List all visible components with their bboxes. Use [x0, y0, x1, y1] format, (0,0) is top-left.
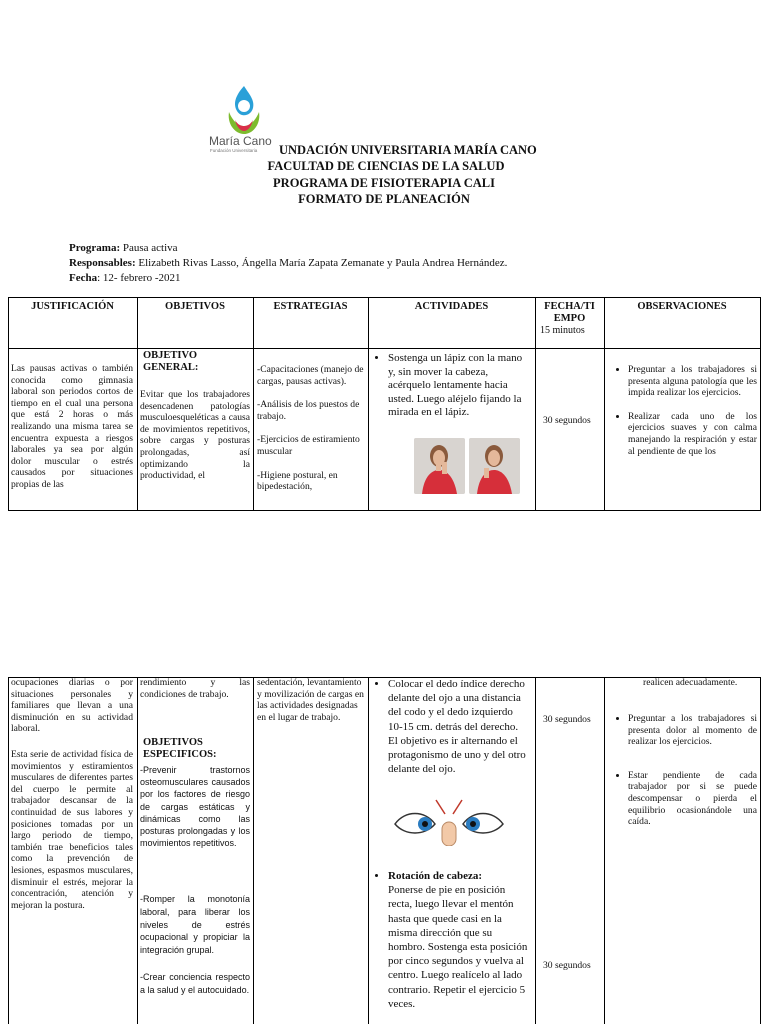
observacion-item: • Realizar cada uno de los ejercicios suaves y con calma manejando la respiración y estar al pendiente de que los: [628, 411, 757, 457]
objetivo-general-text: Evitar que los trabajadores desencadenen patologías musculoesqueléticas a causa de movimientos repetitivos, sobre cargas y posturas prolongadas, así optimizando la productividad, el: [140, 389, 250, 482]
responsables-value: Elizabeth Rivas Lasso, Ángella María Zapata Zemanate y Paula Andrea Hernández.: [135, 257, 508, 269]
actividad-1: [388, 352, 530, 420]
justificacion-text: Las pausas activas o también conocida como gimnasia laboral son periodos cortos de tiempo en el cual una persona que está 2 horas o más realizando una misma tarea se encuentra expuesta a riesgos laborales ya sea por algún dolor muscular o estrés causados por situaciones propias de las: [11, 363, 133, 490]
estrategia-item: -Capacitaciones (manejo de cargas, pausas activas).: [257, 364, 364, 387]
header-line-4: FORMATO DE PLANEACIÓN: [298, 192, 470, 206]
tiempo-3: 30 segundos: [543, 960, 591, 971]
header-objetivos: OBJETIVOS: [165, 301, 225, 312]
logo-text: María Cano: [209, 134, 272, 148]
responsables-label: Responsables:: [69, 257, 136, 269]
observacion-item: • Estar pendiente de cada trabajador por si se puede descompensar o pierda el equilibrio ocasionándole una caída.: [628, 770, 757, 828]
actividad-lapiz: • Sostenga un lápiz con la mano y, sin mover la cabeza, acérquelo lentamente hacia usted. Luego aléjelo fijando la mirada en el lápiz.: [388, 352, 530, 420]
objetivo-especifico-3: -Crear conciencia respecto a la salud y el autocuidado.: [140, 972, 250, 995]
header-estrategias: ESTRATEGIAS: [273, 301, 348, 312]
header-fecha-tiempo: [535, 301, 604, 325]
programa-row: [69, 242, 178, 254]
observacion-item: • Preguntar a los trabajadores si presenta dolor al momento de realizar los ejercicios.: [628, 713, 757, 748]
tiempo-2: 30 segundos: [543, 714, 591, 725]
justificacion-cont-1: ocupaciones diarias o por situaciones personales y familiares que llevan a una disminución en su actividad laboral.: [11, 677, 133, 735]
actividades-list-2: [388, 677, 530, 776]
objetivos-especificos-title: OBJETIVOS ESPECIFICOS:: [143, 737, 217, 760]
estrategias-cont: sedentación, levantamiento y movilización de cargas en las actividades designadas en el lugar de trabajo.: [257, 677, 364, 723]
justificacion-cont-2: Esta serie de actividad física de movimientos y estiramientos musculares de diferentes partes del cuerpo le permite al trabajador descansar de la continuidad de sus labores y posiciones tomadas por un largo periodo de tiempo, también trae beneficios tales como la prevención de lesiones, espasmos musculares, disminuir el estrés, mejorar la concentración, atención y mejoran la postura.: [11, 749, 133, 911]
header-justificacion: JUSTIFICACIÓN: [31, 301, 114, 312]
objetivo-general-title: OBJETIVO GENERAL:: [143, 350, 199, 373]
estrategia-item: -Análisis de los puestos de trabajo.: [257, 399, 360, 422]
header-fecha-sub: 15 minutos: [540, 325, 585, 336]
header-line-3: PROGRAMA DE FISIOTERAPIA CALI: [273, 176, 495, 190]
logo-mark-icon: [207, 84, 279, 138]
actividad-dedo: • Colocar el dedo índice derecho delante del ojo a una distancia del codo y el dedo izquierdo 10-15 cm. detrás del derecho. El objetivo es ir alternando el protagonismo de uno y del otro delante del ojo.: [388, 677, 530, 776]
responsables-row: [69, 257, 507, 269]
objetivo-general-cont: rendimiento y las condiciones de trabajo.: [140, 677, 250, 700]
observacion-item: • Preguntar a los trabajadores si presenta alguna patología que les impida realizar los ejercicios.: [628, 364, 757, 399]
tiempo-1: 30 segundos: [543, 415, 591, 426]
header-observaciones: OBSERVACIONES: [637, 301, 727, 312]
observaciones-list-2: [612, 713, 757, 828]
estrategias-list: [257, 364, 365, 510]
header-line-2: FACULTAD DE CIENCIAS DE LA SALUD: [267, 159, 505, 173]
programa-value: Pausa activa: [120, 242, 178, 254]
exercise-photo-1: [414, 438, 465, 494]
logo: [207, 84, 279, 154]
fecha-row: [69, 272, 181, 284]
fecha-label: Fecha: [69, 272, 98, 284]
header-fecha-b: EMPO: [553, 313, 586, 324]
fecha-value: : 12- febrero -2021: [97, 272, 181, 284]
eyes-finger-illustration: [391, 794, 507, 846]
logo-subtext: Fundación Universitaria: [210, 148, 258, 153]
header-fecha-a: FECHA/TI: [544, 301, 595, 312]
objetivo-especifico-1: -Prevenir trastornos osteomusculares causados por los factores de riesgo de cargas estáticas y dinámicas como las posturas prolongadas y los movimientos repetitivos.: [140, 765, 250, 849]
objetivo-especifico-2: -Romper la monotonía laboral, para liberar los niveles de estrés ocupacional y propiciar la integración grupal.: [140, 894, 250, 956]
exercise-photo-2: [469, 438, 520, 494]
header-line-1: UNDACIÓN UNIVERSITARIA MARÍA CANO: [279, 143, 537, 157]
actividad-rotacion-cabeza: [388, 869, 530, 1011]
estrategia-item: -Higiene postural, en bipedestación,: [257, 469, 338, 493]
actividades-list-3: [388, 869, 530, 1011]
actividad-rotacion-text: Ponerse de pie en posición recta, luego llevar el mentón hasta que quede casi en la misma dirección que su hombro. Sostenga esta posición por cinco segundos y vuelva al centro. Luego realícelo al lado contrario. Repetir el ejercicio 5 veces.: [388, 884, 528, 1010]
observaciones-list-1: [612, 364, 757, 510]
programa-label: Programa:: [69, 242, 121, 254]
actividad-rotacion-title: Rotación de cabeza:: [388, 870, 483, 882]
header-actividades: ACTIVIDADES: [414, 301, 489, 312]
estrategia-item: -Ejercicios de estiramiento muscular: [257, 434, 360, 457]
observacion-cont: realicen adecuadamente.: [643, 677, 738, 688]
